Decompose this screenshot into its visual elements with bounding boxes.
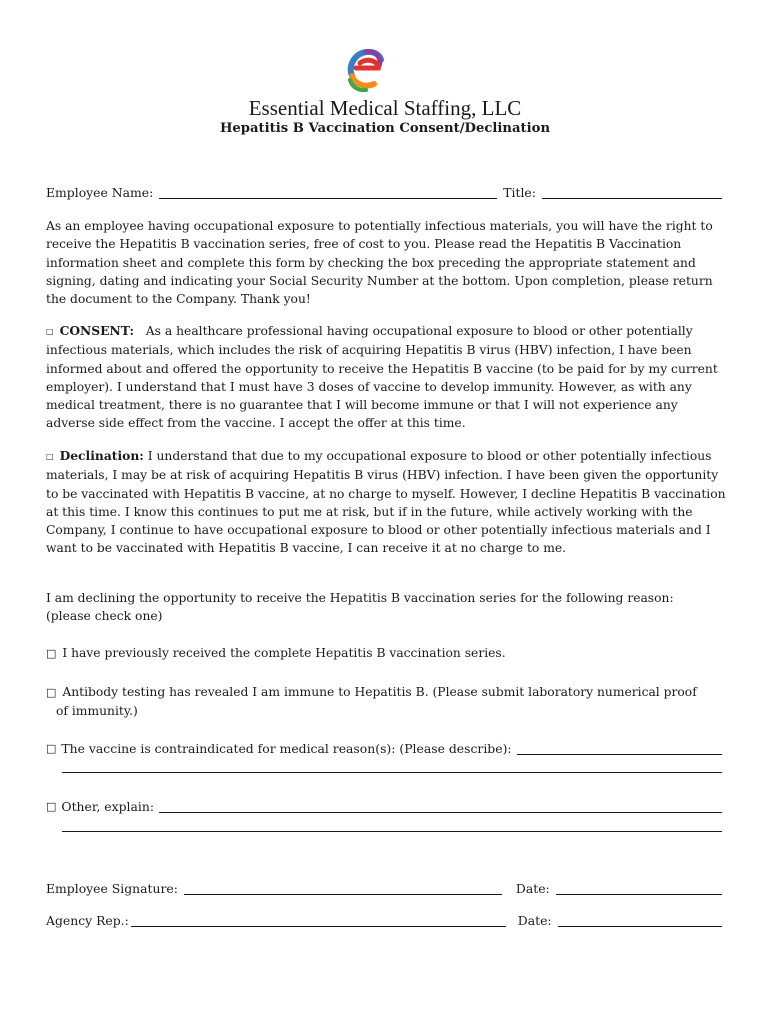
reason-previously-received xyxy=(46,644,728,663)
agency-date-label: Date: xyxy=(517,913,552,928)
consent-text: As a healthcare professional having occupational exposure to blood or other potentially infectious materials, which includes the risk of acquiring Hepatitis B virus (HBV) infection, I have been informed about and offered the opportunity to receive the Hepatitis B vaccine (to be paid for by my current employer). I understand that I must have 3 doses of vaccine to develop immunity. However, as with any medical treatment, there is no guarantee that I will become immune or that I will not experience any adverse side effect from the vaccine. I accept the offer at this time. xyxy=(46,324,718,431)
agency-rep-label: Agency Rep.: xyxy=(46,913,129,928)
employee-signature-label: Employee Signature: xyxy=(46,881,178,896)
other-label: Other, explain: xyxy=(61,799,155,814)
declination-paragraph xyxy=(46,447,728,558)
agency-rep-field[interactable] xyxy=(131,913,506,927)
previously-received-checkbox[interactable]: □ xyxy=(46,647,57,660)
other-checkbox[interactable]: □ xyxy=(46,800,57,813)
agency-rep-row xyxy=(46,912,726,930)
form-title: Hepatitis B Vaccination Consent/Declination xyxy=(219,121,551,136)
contraindicated-checkbox[interactable]: □ xyxy=(46,742,57,755)
intro-paragraph: As an employee having occupational exposure to potentially infectious materials, you will have the right to receive the Hepatitis B vaccination series, free of cost to you. Please read the Hepatitis B Vaccination information sheet and complete this form by checking the box preceding the appropriate statement and signing, dating and indicating your Social Security Number at the bottom. Upon completion, please return the document to the Company. Thank you! xyxy=(46,219,713,307)
employee-signature-field[interactable] xyxy=(184,881,502,895)
employee-signature-row xyxy=(46,880,726,898)
previously-received-text: I have previously received the complete Hepatitis B vaccination series. xyxy=(62,646,506,660)
reason-intro-text: I am declining the opportunity to receive the Hepatitis B vaccination series for the following reason: xyxy=(46,591,674,605)
other-field-line2[interactable] xyxy=(62,818,722,832)
reason-other xyxy=(46,798,726,816)
consent-heading: CONSENT: xyxy=(59,323,135,338)
reason-contraindicated xyxy=(46,740,726,758)
declination-heading: Declination: xyxy=(59,448,144,463)
title-label: Title: xyxy=(503,185,536,200)
other-field[interactable] xyxy=(159,799,722,813)
reason-antibody xyxy=(46,683,728,721)
antibody-text-line1: Antibody testing has revealed I am immune to Hepatitis B. (Please submit laboratory numerical proof xyxy=(62,685,697,699)
contraindicated-field-line2[interactable] xyxy=(62,759,722,773)
contraindicated-field[interactable] xyxy=(517,741,722,755)
consent-paragraph xyxy=(46,322,728,433)
reason-intro-sub: (please check one) xyxy=(46,609,163,624)
agency-date-field[interactable] xyxy=(558,913,722,927)
declination-checkbox[interactable]: □ xyxy=(46,452,54,461)
e-swirl-logo-icon xyxy=(344,46,386,92)
contraindicated-label: The vaccine is contraindicated for medical reason(s): (Please describe): xyxy=(61,741,512,756)
employee-date-field[interactable] xyxy=(556,881,722,895)
antibody-text-line2: of immunity.) xyxy=(56,704,138,718)
employee-date-label: Date: xyxy=(515,881,550,896)
employee-name-field[interactable] xyxy=(159,185,497,199)
employee-name-label: Employee Name: xyxy=(46,185,154,200)
reason-intro xyxy=(46,589,728,626)
antibody-checkbox[interactable]: □ xyxy=(46,686,57,699)
employee-info-row xyxy=(46,184,726,202)
declination-text: I understand that due to my occupational exposure to blood or other potentially infectious materials, I may be at risk of acquiring Hepatitis B virus (HBV) infection. I have been given the opportunity to be vaccinated with Hepatitis B vaccine, at no charge to myself. However, I decline Hepatitis B vaccination at this time. I know this continues to put me at risk, but if in the future, while actively working with the Company, I continue to have occupational exposure to blood or other potentially infectious materials and I want to be vaccinated with Hepatitis B vaccine, I can receive it at no charge to me. xyxy=(46,449,726,556)
company-name: Essential Medical Staffing, LLC xyxy=(248,96,522,120)
consent-checkbox[interactable]: □ xyxy=(46,327,54,336)
title-field[interactable] xyxy=(542,185,722,199)
